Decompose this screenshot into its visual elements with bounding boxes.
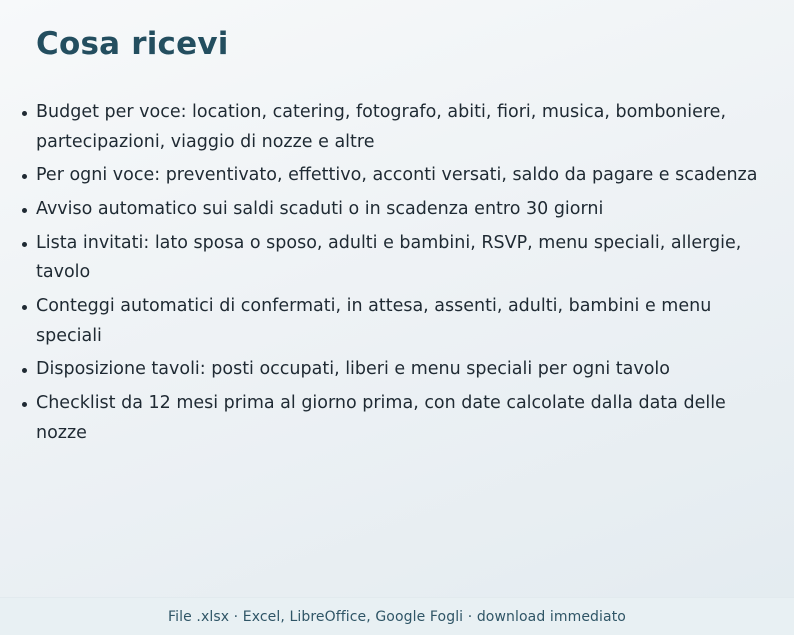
feature-text: Disposizione tavoli: posti occupati, liberi e menu speciali per ogni tavolo bbox=[36, 359, 670, 380]
feature-text: Lista invitati: lato sposa o sposo, adulti e bambini, RSVP, menu speciali, allergie, tavolo bbox=[36, 232, 742, 283]
list-item bbox=[36, 195, 770, 225]
feature-list bbox=[0, 98, 794, 453]
bullet-icon bbox=[22, 305, 27, 310]
feature-text: Avviso automatico sui saldi scaduti o in scadenza entro 30 giorni bbox=[36, 199, 604, 220]
bullet-icon bbox=[22, 368, 27, 373]
feature-text: Budget per voce: location, catering, fotografo, abiti, fiori, musica, bomboniere, partecipazioni, viaggio di nozze e altre bbox=[36, 102, 727, 152]
feature-text: Conteggi automatici di confermati, in attesa, assenti, adulti, bambini e menu speciali bbox=[36, 296, 712, 346]
page-title: Cosa ricevi bbox=[36, 26, 229, 62]
footer-text: File .xlsx · Excel, LibreOffice, Google Fogli · download immediato bbox=[168, 608, 626, 625]
bullet-icon bbox=[22, 174, 27, 179]
feature-text: Checklist da 12 mesi prima al giorno prima, con date calcolate dalla data delle nozze bbox=[36, 393, 726, 443]
list-item bbox=[36, 98, 770, 157]
list-item bbox=[36, 389, 770, 448]
bullet-icon bbox=[22, 402, 27, 407]
bullet-icon bbox=[22, 208, 27, 213]
list-item bbox=[36, 161, 770, 191]
footer-bar bbox=[0, 597, 794, 635]
list-item bbox=[36, 292, 770, 351]
list-item bbox=[36, 355, 770, 385]
bullet-icon bbox=[22, 242, 27, 247]
feature-text: Per ogni voce: preventivato, effettivo, acconti versati, saldo da pagare e scadenza bbox=[36, 165, 758, 186]
list-item bbox=[36, 229, 770, 288]
bullet-icon bbox=[22, 111, 27, 116]
